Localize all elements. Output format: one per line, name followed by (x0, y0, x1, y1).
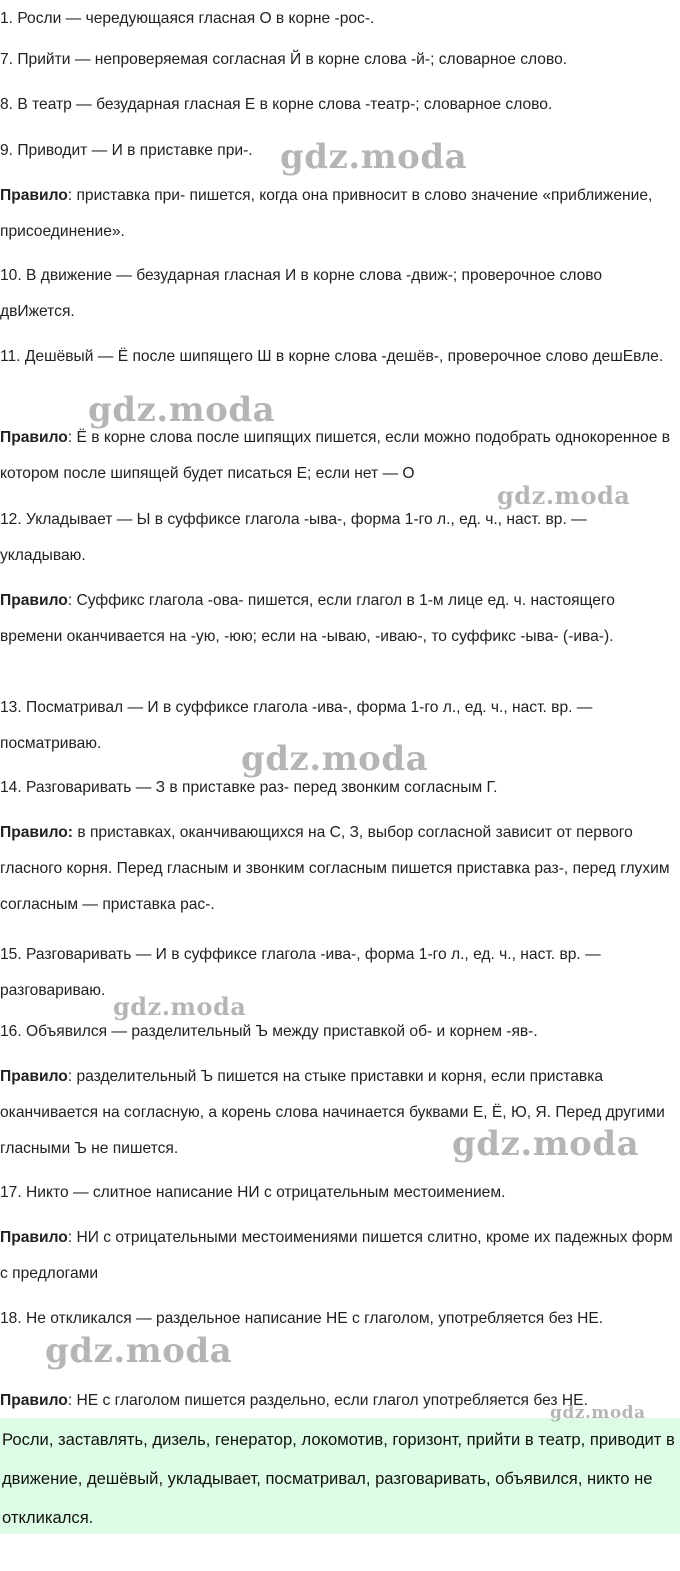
rule-11: Правило: Ё в корне слова после шипящих пишется, если можно подобрать однокоренное в котором после шипящей будет писаться Е; если нет — О (0, 429, 671, 482)
watermark: gdz.moda (280, 137, 468, 177)
item-15: 15. Разговаривать — И в суффиксе глагола -ива-, форма 1-го л., ед. ч., наст. вр. — разговариваю. (0, 946, 601, 999)
watermark: gdz.moda (550, 1403, 646, 1423)
rule-label: Правило (0, 187, 68, 204)
item-8: 8. В театр — безударная гласная Е в корне слова -театр-; словарное слово. (0, 96, 553, 113)
item-1: 1. Росли — чередующаяся гласная О в корне -рос-. (0, 10, 375, 27)
rule-16: Правило: разделительный Ъ пишется на стыке приставки и корня, если приставка оканчивается на согласную, а корень слова начинается буквами Е, Ё, Ю, Я. Перед другими гласными Ъ не пишется. (0, 1068, 665, 1157)
rule-label: Правило (0, 1229, 68, 1246)
item-14: 14. Разговаривать — З в приставке раз- перед звонким согласным Г. (0, 779, 498, 796)
item-16: 16. Объявился — разделительный Ъ между приставкой об- и корнем -яв-. (0, 1023, 538, 1040)
item-9: 9. Приводит — И в приставке при-. (0, 142, 253, 159)
watermark: gdz.moda (113, 992, 247, 1021)
answer-text: Росли, заставлять, дизель, генератор, локомотив, горизонт, прийти в театр, приводит в движение, дешёвый, укладывает, посматривал, разговаривать, объявился, никто не откликался. (2, 1430, 675, 1527)
rule-14: Правило: в приставках, оканчивающихся на С, З, выбор согласной зависит от первого гласного корня. Перед гласным и звонким согласным пишется приставка раз-, перед глухим согласным — приставка рас-. (0, 824, 670, 913)
rule-label: Правило (0, 592, 68, 609)
watermark: gdz.moda (497, 481, 631, 510)
rule-12: Правило: Суффикс глагола -ова- пишется, если глагол в 1-м лице ед. ч. настоящего времени оканчивается на -ую, -юю; если на -ываю, -иваю-, то суффикс -ыва- (-ива-). (0, 592, 615, 645)
answer-box (0, 1418, 680, 1534)
rule-label: Правило (0, 1392, 68, 1409)
watermark: gdz.moda (241, 739, 429, 779)
item-12: 12. Укладывает — Ы в суффиксе глагола -ыва-, форма 1-го л., ед. ч., наст. вр. — укладываю. (0, 511, 587, 564)
item-13: 13. Посматривал — И в суффиксе глагола -ива-, форма 1-го л., ед. ч., наст. вр. — посматриваю. (0, 699, 593, 752)
item-18: 18. Не откликался — раздельное написание НЕ с глаголом, употребляется без НЕ. (0, 1310, 604, 1327)
watermark: gdz.moda (45, 1331, 233, 1371)
rule-label: Правило (0, 1068, 68, 1085)
item-17: 17. Никто — слитное написание НИ с отрицательным местоимением. (0, 1184, 506, 1201)
item-7: 7. Прийти — непроверяемая согласная Й в корне слова -й-; словарное слово. (0, 51, 568, 68)
item-10: 10. В движение — безударная гласная И в корне слова -движ-; проверочное слово двИжется. (0, 267, 603, 320)
rule-label: Правило: (0, 824, 73, 841)
rule-label: Правило (0, 429, 68, 446)
rule-9: Правило: приставка при- пишется, когда она привносит в слово значение «приближение, присоединение». (0, 187, 653, 240)
rule-18: Правило: НЕ с глаголом пишется раздельно, если глагол употребляется без НЕ. (0, 1392, 588, 1409)
watermark: gdz.moda (452, 1124, 640, 1164)
watermark: gdz.moda (88, 390, 276, 430)
rule-17: Правило: НИ с отрицательными местоимениями пишется слитно, кроме их падежных форм с предлогами (0, 1229, 673, 1282)
item-11: 11. Дешёвый — Ё после шипящего Ш в корне слова -дешёв-, проверочное слово дешЕвле. (0, 348, 664, 365)
